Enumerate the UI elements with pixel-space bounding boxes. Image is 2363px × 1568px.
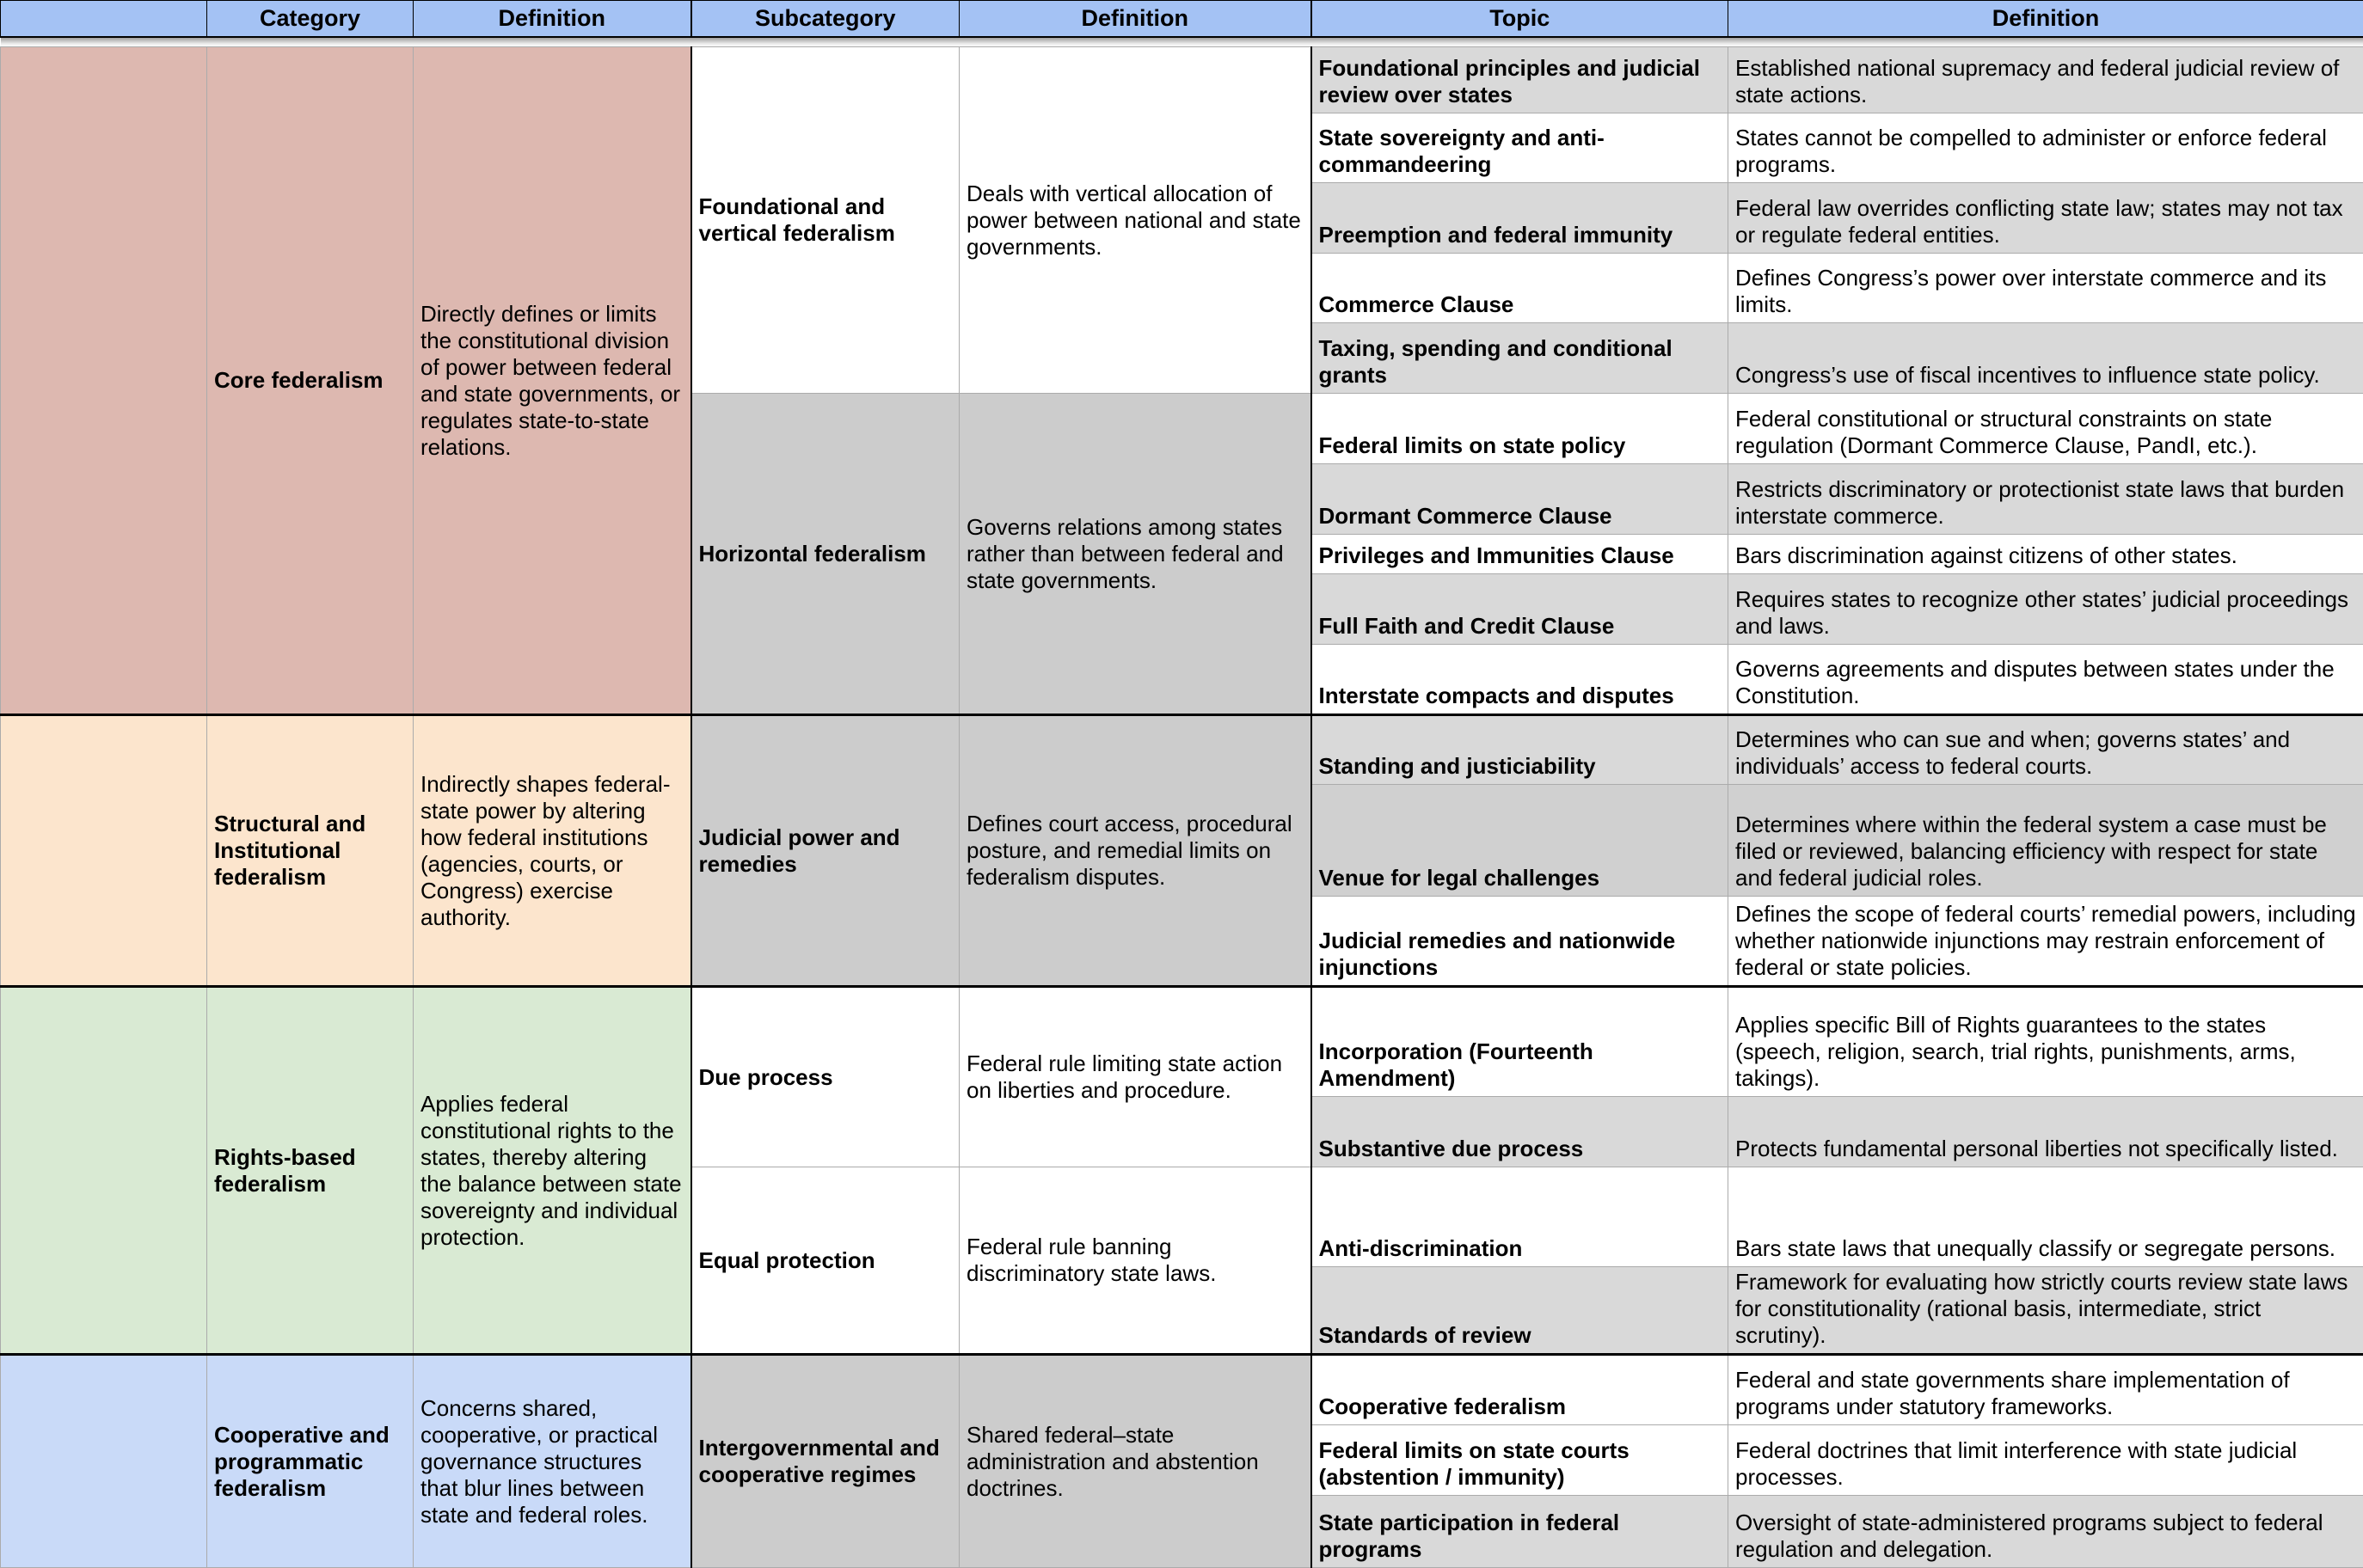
header-category[interactable]: Category [207,1,414,37]
category-cell[interactable]: Rights-based federalism [207,987,414,1355]
color-swatch-cell[interactable] [1,715,207,987]
subcategory-cell[interactable]: Equal protection [691,1167,960,1355]
subcategory-cell[interactable]: Horizontal federalism [691,394,960,715]
subcategory-definition-cell[interactable]: Shared federal–state administration and abstention doctrines. [960,1355,1311,1568]
topic-cell[interactable]: Standing and justiciability [1311,715,1728,785]
topic-definition-cell[interactable]: Determines who can sue and when; governs states’ and individuals’ access to federal courts. [1728,715,2363,785]
subcategory-definition-cell[interactable]: Federal rule limiting state action on liberties and procedure. [960,987,1311,1167]
topic-cell[interactable]: Federal limits on state policy [1311,394,1728,464]
header-subcategory-definition[interactable]: Definition [960,1,1311,37]
topic-definition-cell[interactable]: Determines where within the federal system a case must be filed or reviewed, balancing efficiency with respect for state and federal judicial roles. [1728,785,2363,897]
topic-cell[interactable]: Commerce Clause [1311,254,1728,323]
topic-definition-cell[interactable]: Defines Congress’s power over interstate commerce and its limits. [1728,254,2363,323]
category-definition-cell[interactable]: Indirectly shapes federal-state power by altering how federal institutions (agencies, courts, or Congress) exercise authority. [414,715,691,987]
table-row [1,715,2363,785]
topic-definition-cell[interactable]: Federal law overrides conflicting state law; states may not tax or regulate federal entities. [1728,183,2363,254]
category-definition-cell[interactable]: Concerns shared, cooperative, or practical governance structures that blur lines between state and federal roles. [414,1355,691,1568]
subcategory-definition-cell[interactable]: Deals with vertical allocation of power between national and state governments. [960,47,1311,394]
topic-definition-cell[interactable]: Applies specific Bill of Rights guarantees to the states (speech, religion, search, trial rights, punishments, arms, takings). [1728,987,2363,1097]
topic-cell[interactable]: Full Faith and Credit Clause [1311,574,1728,645]
frozen-header-shadow-strip [1,37,2363,47]
category-cell[interactable]: Structural and Institutional federalism [207,715,414,987]
topic-cell[interactable]: Substantive due process [1311,1097,1728,1167]
topic-definition-cell[interactable]: Requires states to recognize other states’ judicial proceedings and laws. [1728,574,2363,645]
color-swatch-cell[interactable] [1,47,207,715]
subcategory-cell[interactable]: Intergovernmental and cooperative regimes [691,1355,960,1568]
table-row [1,1355,2363,1425]
topic-definition-cell[interactable]: Defines the scope of federal courts’ remedial powers, including whether nationwide injunctions may restrain enforcement of federal or state policies. [1728,897,2363,987]
topic-cell[interactable]: Preemption and federal immunity [1311,183,1728,254]
topic-cell[interactable]: Incorporation (Fourteenth Amendment) [1311,987,1728,1097]
topic-definition-cell[interactable]: Protects fundamental personal liberties not specifically listed. [1728,1097,2363,1167]
topic-cell[interactable]: Anti-discrimination [1311,1167,1728,1267]
category-cell[interactable]: Core federalism [207,47,414,715]
subcategory-definition-cell[interactable]: Federal rule banning discriminatory state laws. [960,1167,1311,1355]
subcategory-definition-cell[interactable]: Governs relations among states rather than between federal and state governments. [960,394,1311,715]
topic-cell[interactable]: Privileges and Immunities Clause [1311,535,1728,574]
topic-cell[interactable]: State participation in federal programs [1311,1496,1728,1568]
topic-cell[interactable]: Foundational principles and judicial review over states [1311,47,1728,113]
topic-definition-cell[interactable]: Federal doctrines that limit interference with state judicial processes. [1728,1425,2363,1496]
topic-definition-cell[interactable]: Bars state laws that unequally classify or segregate persons. [1728,1167,2363,1267]
topic-definition-cell[interactable]: Restricts discriminatory or protectionist state laws that burden interstate commerce. [1728,464,2363,535]
header-row [1,1,2363,37]
topic-cell[interactable]: Federal limits on state courts (abstention / immunity) [1311,1425,1728,1496]
topic-cell[interactable]: Interstate compacts and disputes [1311,645,1728,715]
category-definition-cell[interactable]: Directly defines or limits the constitutional division of power between federal and state governments, or regulates state-to-state relations. [414,47,691,715]
color-swatch-cell[interactable] [1,1355,207,1568]
topic-cell[interactable]: Cooperative federalism [1311,1355,1728,1425]
topic-cell[interactable]: Standards of review [1311,1267,1728,1355]
header-topic-definition[interactable]: Definition [1728,1,2363,37]
topic-cell[interactable]: Dormant Commerce Clause [1311,464,1728,535]
topic-definition-cell[interactable]: Oversight of state-administered programs subject to federal regulation and delegation. [1728,1496,2363,1568]
topic-definition-cell[interactable]: States cannot be compelled to administer or enforce federal programs. [1728,113,2363,183]
topic-cell[interactable]: Venue for legal challenges [1311,785,1728,897]
header-category-definition[interactable]: Definition [414,1,691,37]
table-row [1,47,2363,113]
table-row [1,987,2363,1097]
header-subcategory[interactable]: Subcategory [691,1,960,37]
subcategory-cell[interactable]: Judicial power and remedies [691,715,960,987]
category-definition-cell[interactable]: Applies federal constitutional rights to the states, thereby altering the balance between state sovereignty and individual protection. [414,987,691,1355]
category-cell[interactable]: Cooperative and programmatic federalism [207,1355,414,1568]
topic-definition-cell[interactable]: Bars discrimination against citizens of other states. [1728,535,2363,574]
topic-definition-cell[interactable]: Congress’s use of fiscal incentives to influence state policy. [1728,323,2363,394]
topic-definition-cell[interactable]: Framework for evaluating how strictly courts review state laws for constitutionality (rational basis, intermediate, strict scrutiny). [1728,1267,2363,1355]
topic-cell[interactable]: State sovereignty and anti-commandeering [1311,113,1728,183]
subcategory-cell[interactable]: Due process [691,987,960,1167]
topic-definition-cell[interactable]: Federal constitutional or structural constraints on state regulation (Dormant Commerce Clause, PandI, etc.). [1728,394,2363,464]
color-swatch-cell[interactable] [1,987,207,1355]
subcategory-cell[interactable]: Foundational and vertical federalism [691,47,960,394]
subcategory-definition-cell[interactable]: Defines court access, procedural posture, and remedial limits on federalism disputes. [960,715,1311,987]
frozen-header-shadow [1,37,2363,47]
header-topic[interactable]: Topic [1311,1,1728,37]
topic-cell[interactable]: Judicial remedies and nationwide injunctions [1311,897,1728,987]
topic-cell[interactable]: Taxing, spending and conditional grants [1311,323,1728,394]
header-swatch[interactable] [1,1,207,37]
topic-definition-cell[interactable]: Governs agreements and disputes between states under the Constitution. [1728,645,2363,715]
topic-definition-cell[interactable]: Established national supremacy and federal judicial review of state actions. [1728,47,2363,113]
topic-definition-cell[interactable]: Federal and state governments share implementation of programs under statutory frameworks. [1728,1355,2363,1425]
